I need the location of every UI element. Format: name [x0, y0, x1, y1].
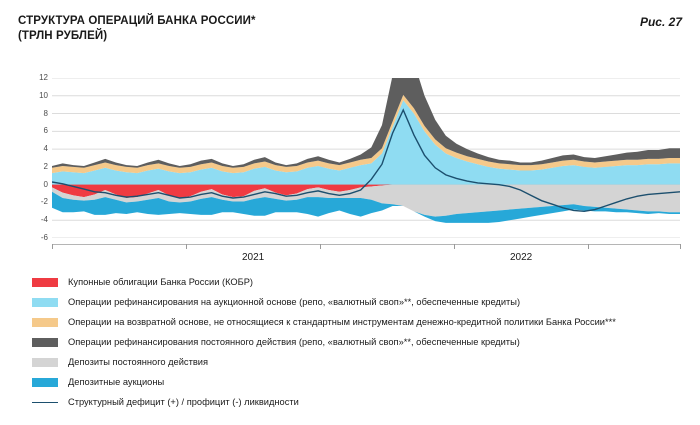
chart-header — [18, 14, 682, 44]
area-series — [52, 100, 680, 184]
x-tick — [588, 244, 589, 249]
legend-item-label: Операции рефинансирования постоянного действия (репо, «валютный своп»**, обеспеченные кредиты) — [68, 336, 520, 347]
y-tick-label: 10 — [39, 90, 48, 100]
x-tick-label-2021: 2021 — [242, 252, 265, 263]
y-tick-label: 6 — [43, 126, 48, 136]
legend-item-label: Операции на возвратной основе, не относящиеся к стандартным инструментам денежно-кредитной политики Банка России*** — [68, 316, 616, 327]
legend-item-label: Депозитные аукционы — [68, 376, 165, 387]
legend-color-swatch — [32, 378, 58, 387]
legend-item[interactable] — [32, 292, 672, 312]
legend-color-swatch — [32, 358, 58, 367]
y-axis-labels — [18, 72, 48, 244]
title-line-2: (ТРЛН РУБЛЕЙ) — [18, 30, 108, 42]
page-title — [18, 14, 256, 44]
legend-item[interactable] — [32, 352, 672, 372]
legend-item-label: Купонные облигации Банка России (КОБР) — [68, 276, 254, 287]
y-tick-label: 4 — [43, 144, 48, 154]
legend-color-swatch — [32, 298, 58, 307]
legend-color-swatch — [32, 318, 58, 327]
y-tick-label: -2 — [40, 197, 48, 207]
chart-svg — [52, 78, 680, 238]
x-tick — [680, 244, 681, 249]
legend-item-label: Операции рефинансирования на аукционной основе (репо, «валютный своп»**, обеспеченные кредиты) — [68, 296, 521, 307]
x-tick — [320, 244, 321, 249]
legend-color-swatch — [32, 278, 58, 287]
plot-area — [52, 78, 680, 238]
area-series — [52, 78, 680, 168]
y-tick-label: -4 — [40, 215, 48, 225]
title-line-1: СТРУКТУРА ОПЕРАЦИЙ БАНКА РОССИИ* — [18, 15, 256, 27]
y-tick-label: 8 — [43, 108, 48, 118]
y-tick-label: 2 — [43, 161, 48, 171]
x-tick — [186, 244, 187, 249]
y-tick-label: -6 — [40, 233, 48, 242]
x-axis-line — [52, 244, 680, 245]
legend-item[interactable] — [32, 272, 672, 292]
legend-item[interactable] — [32, 372, 672, 392]
legend-color-swatch — [32, 338, 58, 347]
x-tick — [52, 244, 53, 249]
legend-item[interactable] — [32, 332, 672, 352]
y-tick-label: 0 — [43, 179, 48, 189]
x-tick-label-2022: 2022 — [510, 252, 533, 263]
legend-item-label: Депозиты постоянного действия — [68, 356, 208, 367]
figure-number: Рис. 27 — [639, 15, 682, 29]
legend-line-swatch — [32, 398, 58, 407]
legend-item-label: Структурный дефицит (+) / профицит (-) ликвидности — [68, 396, 299, 407]
y-tick-label: 12 — [39, 73, 48, 82]
chart-canvas — [18, 72, 682, 262]
legend-item[interactable] — [32, 392, 672, 412]
chart-legend — [32, 272, 672, 412]
legend-item[interactable] — [32, 312, 672, 332]
x-tick — [454, 244, 455, 249]
